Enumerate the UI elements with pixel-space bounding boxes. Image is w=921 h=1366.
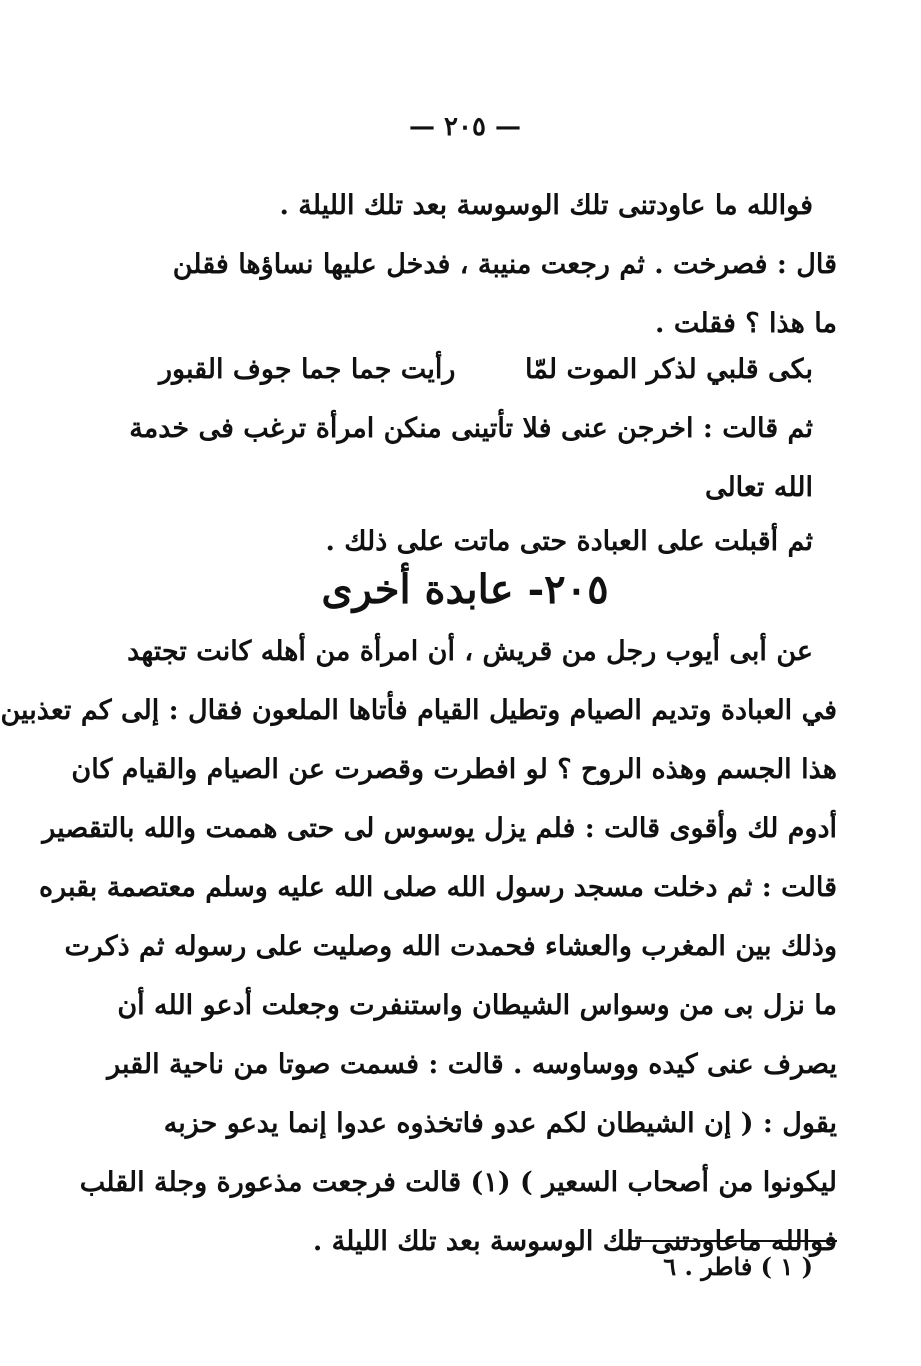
text-line: قال : فصرخت . ثم رجعت منيبة ، فدخل عليها نساؤها فقلن <box>172 249 837 280</box>
text-line: ثم قالت : اخرجن عنى فلا تأتينى منكن امرأة ترغب فى خدمة <box>129 413 813 444</box>
text-line: الله تعالى <box>704 472 813 503</box>
closing-sentence <box>93 512 813 571</box>
section-title: ٢٠٥- عابدة أخرى <box>321 566 609 613</box>
text-line: عن أبى أيوب رجل من قريش ، أن امرأة من أهله كانت تجتهد <box>127 636 813 667</box>
text-line: يقول : ( إن الشيطان لكم عدو فاتخذوه عدوا إنما يدعو حزبه <box>163 1108 837 1139</box>
footnote: ( ١ ) فاطر . ٦ <box>663 1252 813 1281</box>
text-line: وذلك بين المغرب والعشاء فحمدت الله وصليت على رسوله ثم ذكرت <box>64 931 837 962</box>
text-line: في العبادة وتديم الصيام وتطيل القيام فأتاها الملعون فقال : إلى كم تعذبين <box>0 695 837 726</box>
continuation-paragraph <box>93 176 837 353</box>
after-verse-paragraph <box>93 399 813 517</box>
text-line: ليكونوا من أصحاب السعير ) (١) قالت فرجعت مذعورة وجلة القلب <box>79 1167 837 1198</box>
verse-first-hemistich: بكى قلبي لذكر الموت لمّا <box>525 354 813 385</box>
text-line: قالت : ثم دخلت مسجد رسول الله صلى الله عليه وسلم معتصمة بقبره <box>38 872 837 903</box>
text-line: هذا الجسم وهذه الروح ؟ لو افطرت وقصرت عن الصيام والقيام كان <box>71 754 837 785</box>
text-line: ثم أقبلت على العبادة حتى ماتت على ذلك . <box>325 526 813 557</box>
verse-second-hemistich: رأيت جما جما جوف القبور <box>159 354 456 385</box>
text-line: ما نزل بى من وسواس الشيطان واستنفرت وجعلت أدعو الله أن <box>117 990 837 1021</box>
text-line: فوالله ما عاودتنى تلك الوسوسة بعد تلك الليلة . <box>279 190 813 221</box>
text-line: أدوم لك وأقوى قالت : فلم يزل يوسوس لى حتى هممت والله بالتقصير <box>42 813 837 844</box>
text-line: فوالله ماعاودتنى تلك الوسوسة بعد تلك الليلة . <box>312 1226 837 1257</box>
poetry-verse <box>159 340 813 399</box>
text-line: ما هذا ؟ فقلت . <box>655 308 837 339</box>
footnote-divider <box>629 1240 837 1242</box>
text-line: يصرف عنى كيده ووساوسه . قالت : فسمت صوتا من ناحية القبر <box>107 1049 837 1080</box>
page-number: — ٢٠٥ — <box>408 112 522 142</box>
section-body <box>0 622 837 1271</box>
